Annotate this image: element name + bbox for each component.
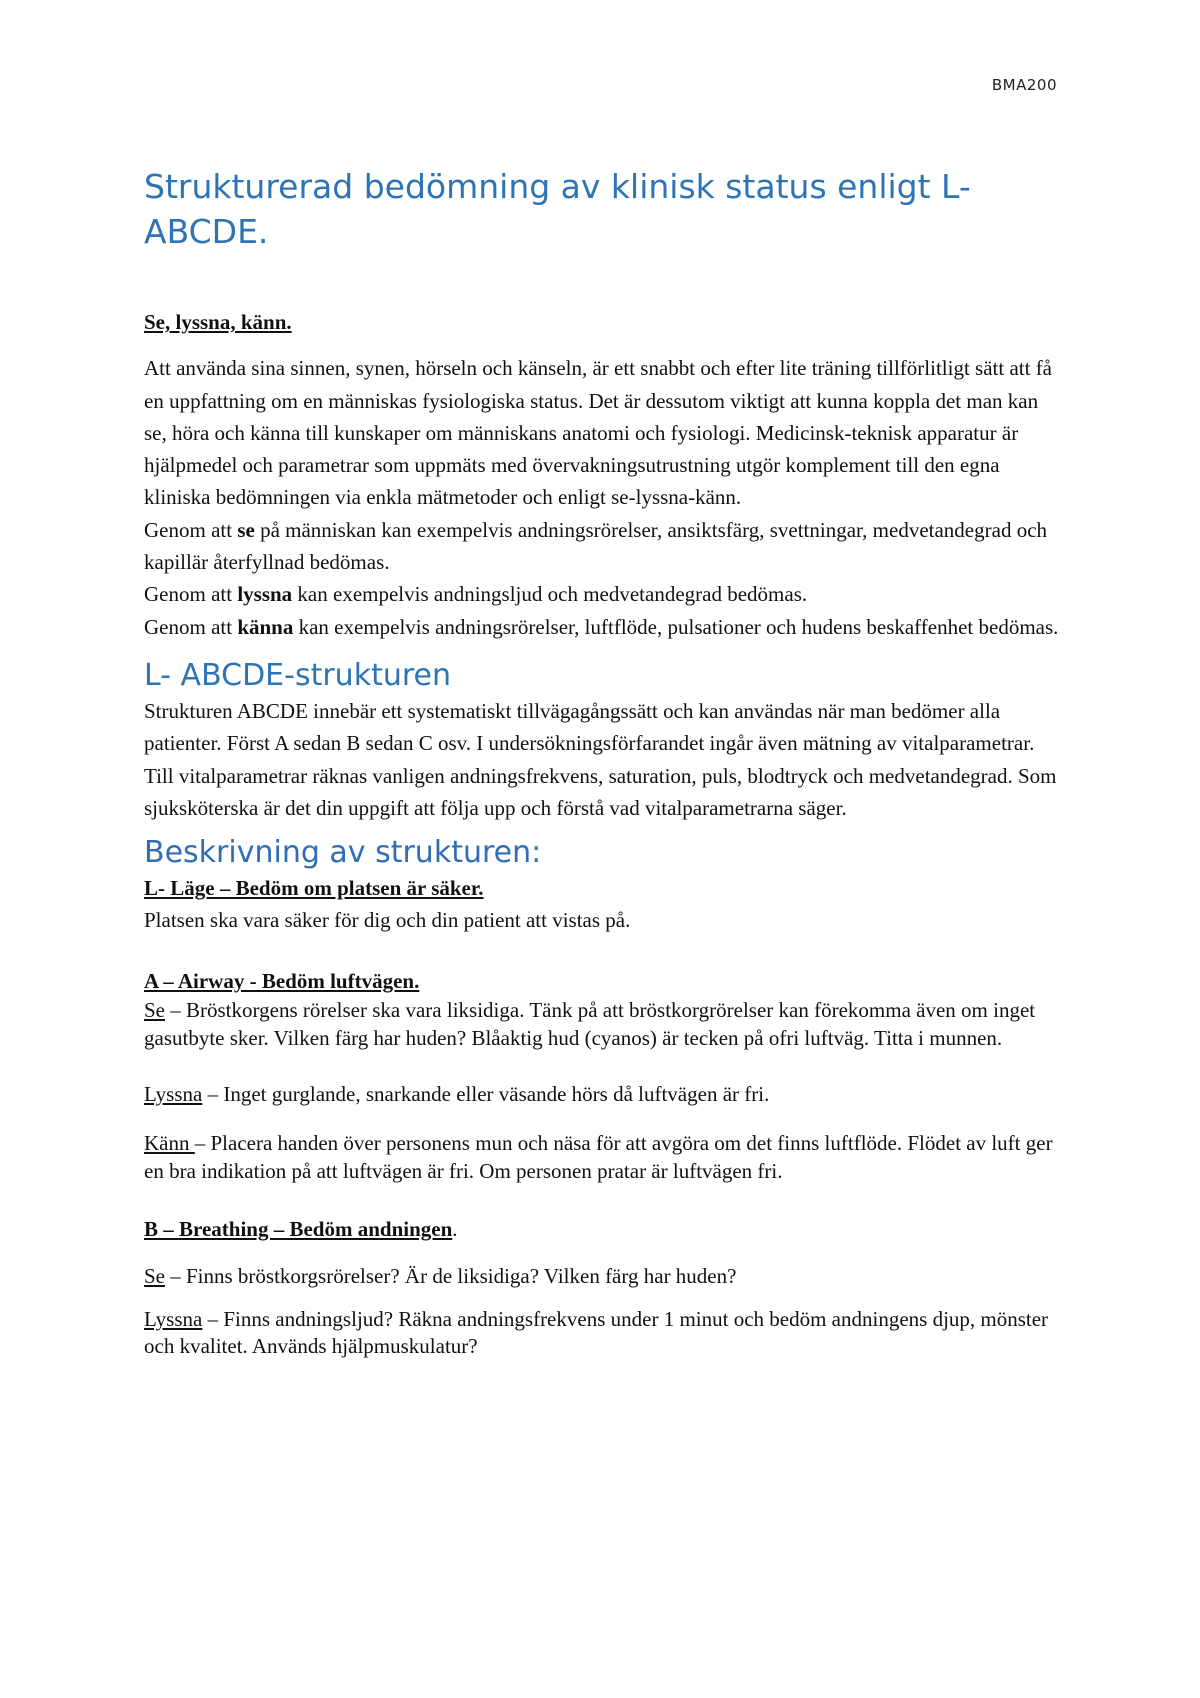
sense-heading: Se, lyssna, känn. (144, 310, 292, 334)
structure-body: Strukturen ABCDE innebär ett systematiskt tillvägagångssätt och kan användas när man bedömer alla patienter. Först A sedan B sedan C osv. I undersökningsförfarandet ingår även mätning av vitalparametrar. Till vitalparametrar räknas vanligen andningsfrekvens, saturation, puls, blodtryck och medvetandegrad. Som sjuksköterska är det din uppgift att följa upp och förstå vad vitalparametrarna säger. (144, 698, 1057, 820)
a-see: Se – Bröstkorgens rörelser ska vara liksidiga. Tänk på att bröstkorgrörelser kan förekomma även om inget gasutbyte sker. Vilken färg har huden? Blåaktig hud (cyanos) är tecken på ofri luftväg. Titta i munnen. (144, 998, 1036, 1050)
feel-keyword: känna (237, 614, 294, 639)
l-heading: L- Läge – Bedöm om platsen är säker. (144, 876, 484, 901)
see-keyword: se (237, 517, 255, 542)
sense-listen-line: Genom att lyssna kan exempelvis andningsljud och medvetandegrad bedömas. (144, 582, 808, 607)
b-listen-label: Lyssna (144, 1306, 203, 1331)
b-heading-line: B – Breathing – Bedöm andningen. (144, 1217, 458, 1242)
a-listen-label: Lyssna (144, 1082, 203, 1107)
document-title: Strukturerad bedömning av klinisk status enligt L-ABCDE. (144, 167, 971, 251)
l-text: Platsen ska vara säker för dig och din patient att vistas på. (144, 908, 631, 933)
structure-heading: L- ABCDE-strukturen (144, 657, 451, 693)
sense-intro: Att använda sina sinnen, synen, hörseln och känseln, är ett snabbt och efter lite träning tillförlitligt sätt att få en uppfattning om en människas fysiologiska status. Det är dessutom viktigt att kunna koppla det man kan se, höra och känna till kunskaper om människans anatomi och fysiologi. Medicinsk-teknisk apparatur är hjälpmedel och parametrar som uppmäts med övervakningsutrustning utgör komplement till den egna kliniska bedömningen via enkla mätmetoder och enligt se-lyssna-känn. (144, 356, 1053, 510)
sense-feel-line: Genom att känna kan exempelvis andningsrörelser, luftflöde, pulsationer och hudens beskaffenhet bedömas. (144, 614, 1059, 639)
a-feel: Känn – Placera handen över personens mun och näsa för att avgöra om det finns luftflöde. Flödet av luft ger en bra indikation på att luftvägen är fri. Om personen pratar är luftvägen fri. (144, 1131, 1053, 1183)
b-see-label: Se (144, 1263, 165, 1288)
a-heading: A – Airway - Bedöm luftvägen. (144, 968, 420, 993)
a-feel-label: Känn (144, 1131, 195, 1156)
b-heading: B – Breathing – Bedöm andningen (144, 1217, 453, 1242)
b-see: Se – Finns bröstkorgsrörelser? Är de liksidiga? Vilken färg har huden? (144, 1263, 737, 1288)
course-code: BMA200 (991, 76, 1057, 94)
a-see-label: Se (144, 998, 165, 1023)
a-listen: Lyssna – Inget gurglande, snarkande eller väsande hörs då luftvägen är fri. (144, 1082, 770, 1107)
b-listen: Lyssna – Finns andningsljud? Räkna andningsfrekvens under 1 minut och bedöm andningens djup, mönster och kvalitet. Används hjälpmuskulatur? (144, 1306, 1049, 1359)
description-heading: Beskrivning av strukturen: (144, 835, 542, 871)
sense-see-line: Genom att se på människan kan exempelvis andningsrörelser, ansiktsfärg, svettningar, medvetandegrad och kapillär återfyllnad bedömas. (144, 517, 1048, 575)
document-body (144, 164, 1064, 1361)
listen-keyword: lyssna (237, 582, 293, 607)
